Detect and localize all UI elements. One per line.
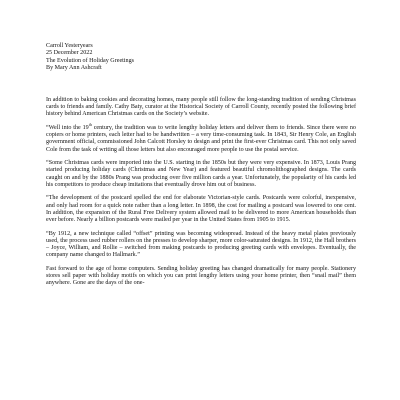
article-body [46,97,356,294]
publication-date: 25 December 2022 [46,50,93,57]
paragraph-19th-century-rest: century, the tradition was to write lengthy holiday letters and deliver them to friends. Since there were no copiers or home printers, each letter had to be handwritten – a very time-consuming task. In 1843, Sir Henry Cole, an English government official, commissioned John Calcott Horsley to design and print the first-ever Christmas card. This not only saved Cole from the task of writing all those letters but also encouraged more people to use the postal service. [46,125,356,153]
article-header [46,43,366,72]
paragraph-19th-century [46,122,356,154]
paragraph-postcards: “The development of the postcard spelled the end for elaborate Victorian-style cards. Postcards were colorful, inexpensive, and only had room for a quick note rather than a long letter. In 1898, the cost for mailing a postcard was lowered to one cent. In addition, the expansion of the Rural Free Delivery system allowed mail to be delivered to more American households than ever before. Nearly a billion postcards were mailed per year in the United States from 1905 to 1915. [46,195,356,224]
paragraph-19th-century-start: “Well into the 19 [46,125,89,132]
paragraph-offset-printing: “By 1912, a new technique called “offset” printing was becoming widespread. Instead of the heavy metal plates previously used, the process used rubber rollers on the presses to develop sharper, more color-saturated designs. In 1912, the Hall brothers – Joyce, William, and Rollie – switched from making postcards to producing greeting cards with envelopes. Eventually, the company name changed to Hallmark.” [46,230,356,259]
paragraph-home-computers: Fast forward to the age of home computers. Sending holiday greeting has changed dramatically for many people. Stationery stores sell paper with holiday motifs on which you can print lengthy letters using your home printer, then “snail mail” them anywhere. Gone are the days of the one- [46,265,356,287]
article-title: The Evolution of Holiday Greetings [46,57,135,64]
ordinal-suffix: th [88,122,92,127]
paragraph-intro: In addition to baking cookies and decorating homes, many people still follow the long-standing tradition of sending Christmas cards to friends and family. Cathy Baty, curator at the Historical Society of Carroll County, recently posted the following brief history behind American Christmas cards on the Society’s website. [46,97,356,118]
paragraph-imported-cards: “Some Christmas cards were imported into the U.S. starting in the 1850s but they were very expensive. In 1873, Louis Prang started producing holiday cards (Christmas and New Year) and featured beautiful chromolithographed designs. The cards caught on and by the 1880s Prang was producing over five million cards a year. Unfortunately, the popularity of his cards led his competitors to produce cheap imitations that eventually drove him out of business. [46,160,356,188]
article-byline: By Mary Ann Ashcraft [46,64,102,71]
publication-name: Carroll Yesteryears [46,43,93,49]
